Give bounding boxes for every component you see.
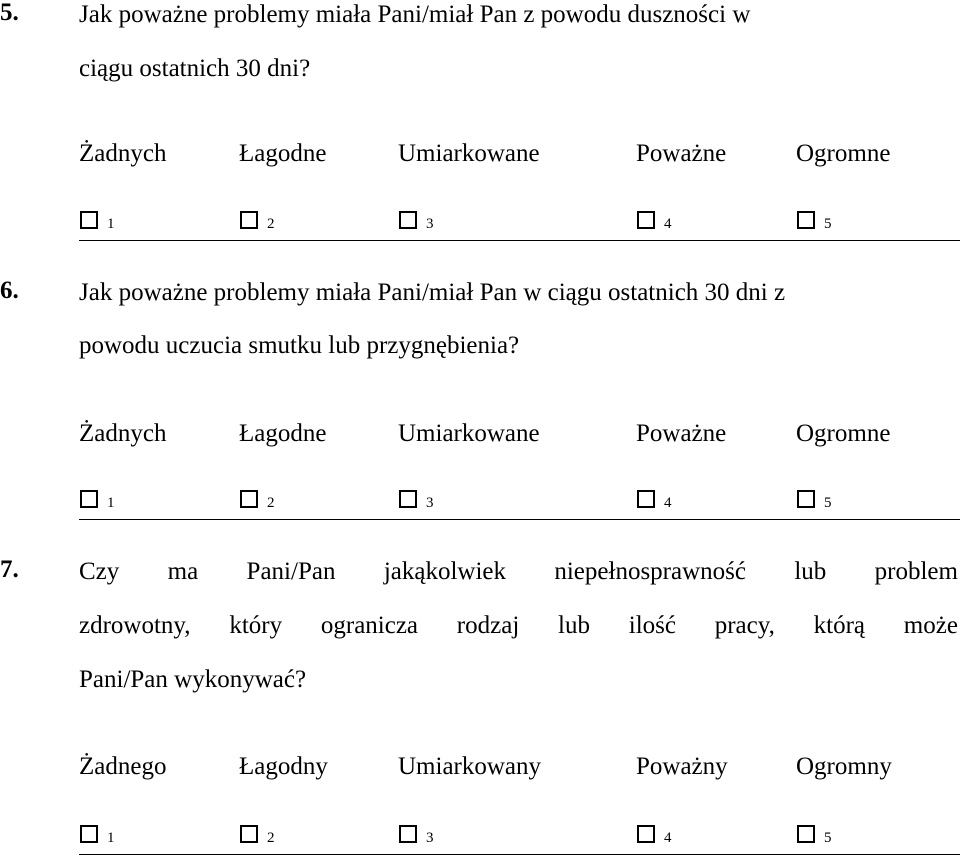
- word: zdrowotny,: [79, 612, 191, 639]
- checkbox-square-icon: [240, 490, 258, 508]
- option-code: 3: [426, 495, 434, 511]
- option-label: Poważny: [636, 753, 728, 780]
- checkbox-square-icon: [240, 825, 258, 843]
- question-number: 5.: [0, 0, 19, 26]
- word: Czy: [79, 558, 120, 585]
- question-number: 6.: [0, 277, 19, 304]
- option-code: 4: [664, 495, 672, 511]
- option-label: Poważne: [636, 420, 727, 447]
- checkbox-square-icon: [399, 490, 417, 508]
- word: który: [229, 612, 283, 639]
- option-label: Umiarkowany: [398, 753, 542, 780]
- question-line: [79, 556, 958, 587]
- word: problem: [874, 558, 958, 585]
- checkbox-square-icon: [399, 825, 417, 843]
- option-code: 5: [824, 216, 832, 232]
- divider: [79, 519, 960, 520]
- divider: [79, 854, 960, 855]
- option-label: Ogromne: [796, 140, 891, 167]
- option-code: 4: [664, 830, 672, 846]
- option-label: Łagodny: [239, 753, 328, 780]
- question-line: powodu uczucia smutku lub przygnębienia?: [79, 332, 520, 359]
- word: pracy,: [714, 612, 775, 639]
- option-code: 5: [824, 495, 832, 511]
- question-line: [79, 610, 958, 641]
- word: ogranicza: [320, 612, 419, 639]
- option-label: Łagodne: [239, 420, 327, 447]
- word: Pani/Pan: [246, 558, 336, 585]
- option-label: Żadnych: [79, 140, 167, 167]
- word: jakąkolwiek: [383, 558, 506, 585]
- option-label: Ogromne: [796, 420, 891, 447]
- divider: [79, 240, 960, 241]
- checkbox-square-icon: [80, 490, 98, 508]
- option-code: 2: [267, 830, 275, 846]
- word: lub: [794, 558, 827, 585]
- checkbox-square-icon: [637, 825, 655, 843]
- option-code: 3: [426, 830, 434, 846]
- checkbox-square-icon: [240, 211, 258, 229]
- checkbox-square-icon: [797, 825, 815, 843]
- question-line: Jak poważne problemy miała Pani/miał Pan z powodu duszności w: [79, 1, 751, 28]
- word: ilość: [628, 612, 676, 639]
- option-label: Żadnego: [79, 753, 167, 780]
- option-label: Łagodne: [239, 140, 327, 167]
- checkbox-square-icon: [399, 211, 417, 229]
- checkbox-square-icon: [797, 490, 815, 508]
- checkbox-square-icon: [637, 490, 655, 508]
- question-line: Pani/Pan wykonywać?: [79, 666, 307, 693]
- word: ma: [167, 558, 199, 585]
- word: rodzaj: [456, 612, 520, 639]
- question-line: ciągu ostatnich 30 dni?: [79, 55, 311, 82]
- word: którą: [813, 612, 866, 639]
- option-code: 1: [107, 216, 115, 232]
- option-code: 2: [267, 495, 275, 511]
- option-label: Poważne: [636, 140, 727, 167]
- option-label: Ogromny: [796, 753, 892, 780]
- word: niepełnosprawność: [554, 558, 746, 585]
- checkbox-square-icon: [637, 211, 655, 229]
- option-label: Umiarkowane: [398, 140, 540, 167]
- option-label: Żadnych: [79, 420, 167, 447]
- option-code: 1: [107, 830, 115, 846]
- question-number: 7.: [0, 556, 19, 583]
- option-code: 4: [664, 216, 672, 232]
- word: może: [903, 612, 958, 639]
- option-code: 1: [107, 495, 115, 511]
- checkbox-square-icon: [797, 211, 815, 229]
- option-code: 5: [824, 830, 832, 846]
- question-line: Jak poważne problemy miała Pani/miał Pan w ciągu ostatnich 30 dni z: [79, 279, 786, 306]
- option-code: 2: [267, 216, 275, 232]
- word: lub: [558, 612, 590, 639]
- checkbox-square-icon: [80, 825, 98, 843]
- checkbox-square-icon: [80, 211, 98, 229]
- option-label: Umiarkowane: [398, 420, 540, 447]
- option-code: 3: [426, 216, 434, 232]
